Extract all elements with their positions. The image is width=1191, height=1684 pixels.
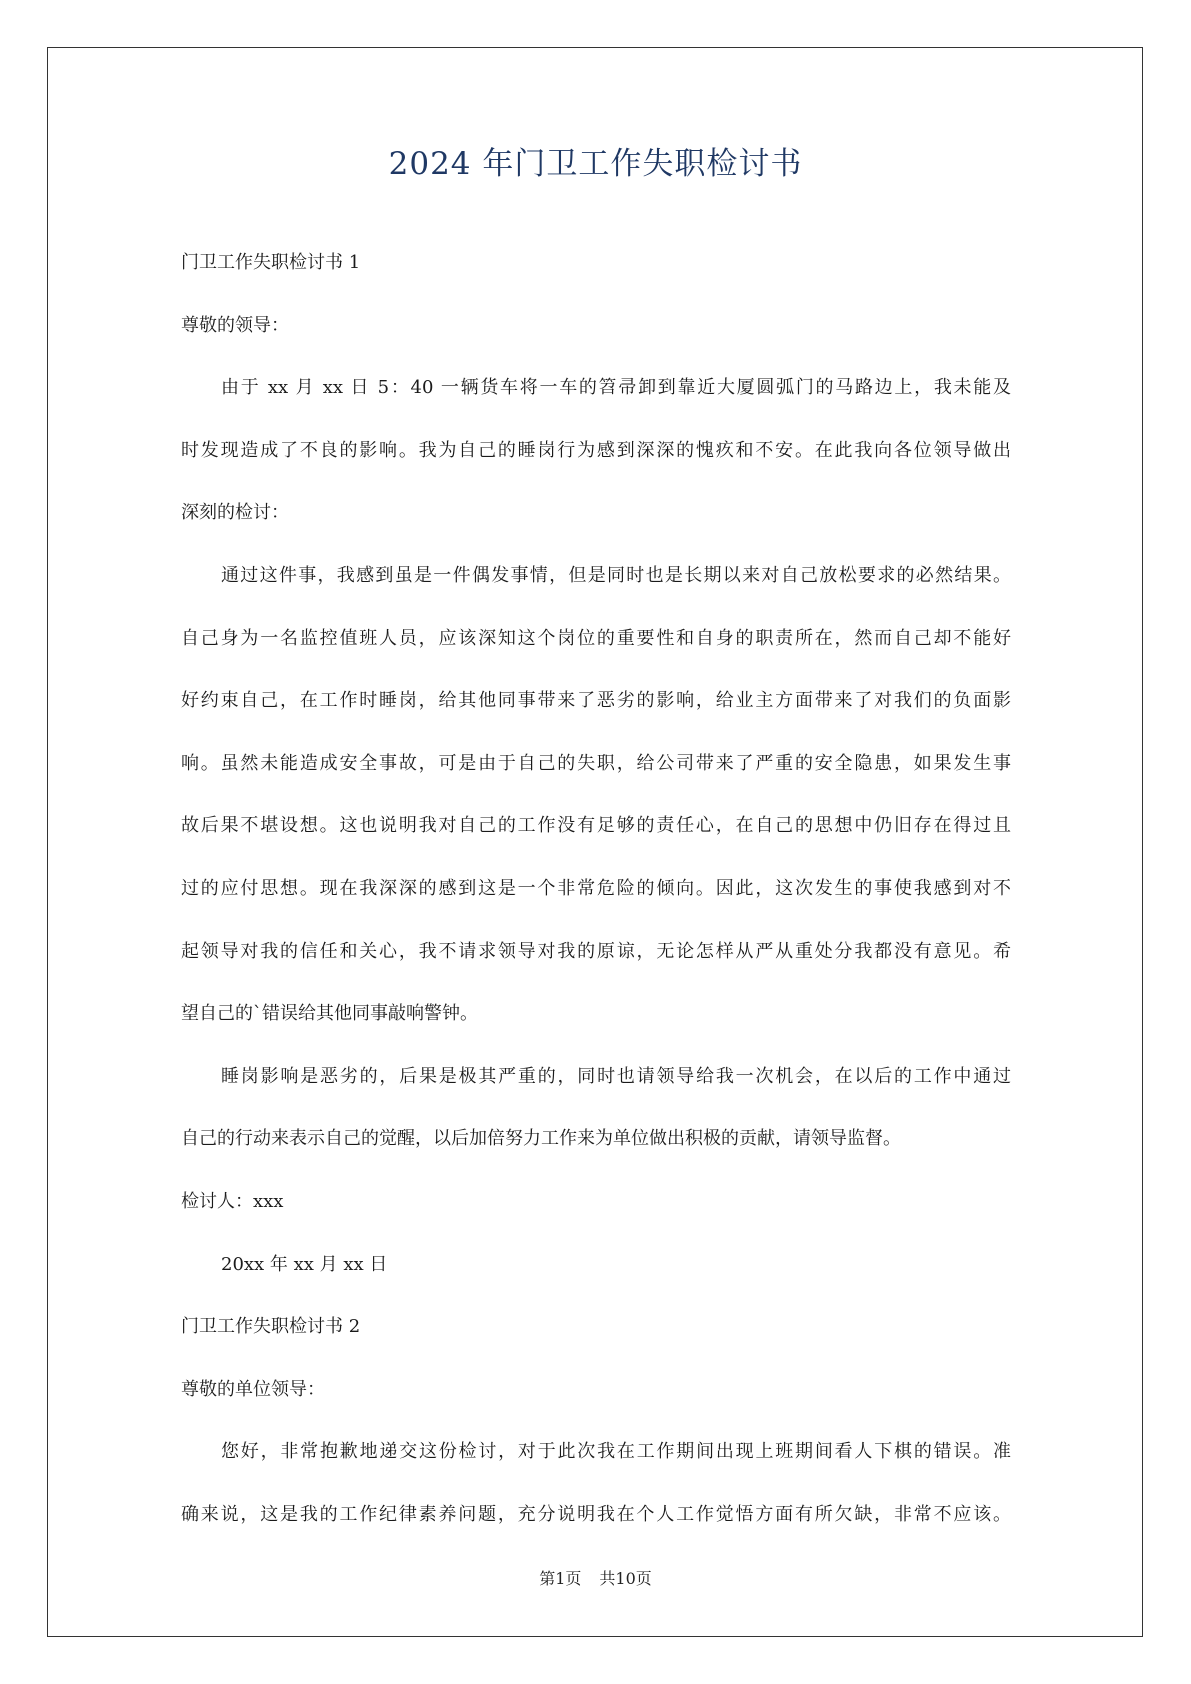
page-current: 第1页 [539,1569,582,1588]
document-body [181,250,1011,1564]
page-footer [0,1566,1191,1589]
text-line: 尊敬的领导： [181,314,289,336]
text-line: 睡岗影响是恶劣的，后果是极其严重的，同时也请领导给我一次机会，在以后的工作中通过 [221,1065,1011,1087]
text-line: 好约束自己，在工作时睡岗，给其他同事带来了恶劣的影响，给业主方面带来了对我们的负面影 [181,690,1011,712]
text-line: 故后果不堪设想。这也说明我对自己的工作没有足够的责任心，在自己的思想中仍旧存在得过且 [181,815,1011,837]
text-line: 由于 xx 月 xx 日 5：40 一辆货车将一车的笤帚卸到靠近大厦圆弧门的马路边上，我未能及 [221,377,1011,399]
text-line: 响。虽然未能造成安全事故，可是由于自己的失职，给公司带来了严重的安全隐患，如果发生事 [181,752,1011,774]
text-line: 望自己的`错误给其他同事敲响警钟。 [181,1003,478,1025]
text-line: 确来说，这是我的工作纪律素养问题，充分说明我在个人工作觉悟方面有所欠缺，非常不应该。 [181,1503,1011,1525]
text-line: 检讨人：xxx [181,1190,284,1212]
text-line: 时发现造成了不良的影响。我为自己的睡岗行为感到深深的愧疚和不安。在此我向各位领导做出 [181,439,1011,461]
text-line: 您好，非常抱歉地递交这份检讨，对于此次我在工作期间出现上班期间看人下棋的错误。准 [221,1441,1011,1463]
text-line: 自己的行动来表示自己的觉醒，以后加倍努力工作来为单位做出积极的贡献，请领导监督。 [181,1128,901,1150]
document-title: 2024 年门卫工作失职检讨书 [388,146,803,182]
text-line: 20xx 年 xx 月 xx 日 [221,1253,388,1275]
text-line: 过的应付思想。现在我深深的感到这是一个非常危险的倾向。因此，这次发生的事使我感到对不 [181,877,1011,899]
text-line: 起领导对我的信任和关心，我不请求领导对我的原谅，无论怎样从严从重处分我都没有意见。希 [181,940,1011,962]
text-line: 尊敬的单位领导： [181,1378,325,1400]
text-line: 门卫工作失职检讨书 2 [181,1316,361,1338]
text-line: 门卫工作失职检讨书 1 [181,252,361,273]
text-line: 通过这件事，我感到虽是一件偶发事情，但是同时也是长期以来对自己放松要求的必然结果。 [221,564,1011,586]
page-total: 共10页 [599,1569,652,1588]
text-line: 自己身为一名监控值班人员，应该深知这个岗位的重要性和自身的职责所在，然而自己却不能好 [181,627,1011,649]
text-line: 深刻的检讨： [181,502,289,524]
